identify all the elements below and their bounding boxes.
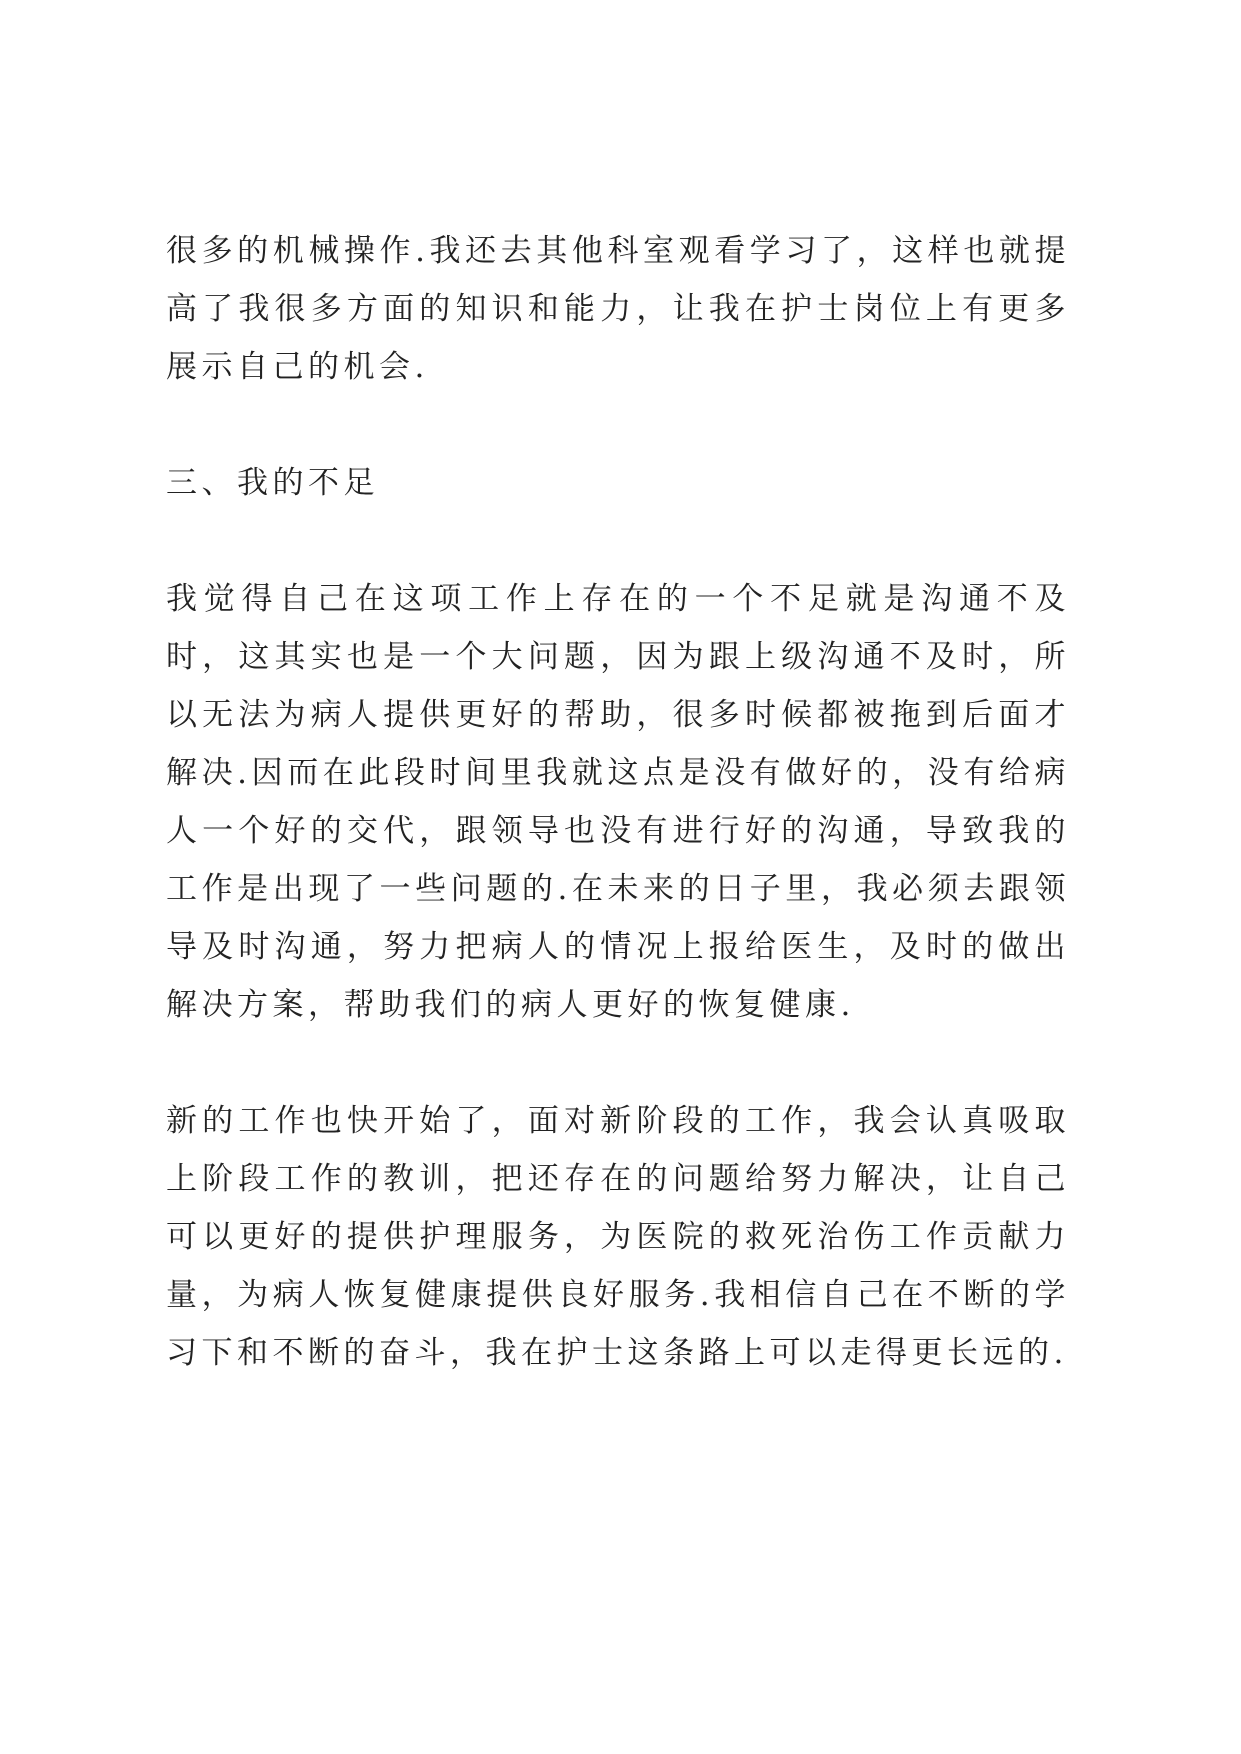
paragraph-spacer <box>166 396 1070 454</box>
paragraph-continuation: 很多的机械操作.我还去其他科室观看学习了，这样也就提高了我很多方面的知识和能力，让我在护士岗位上有更多展示自己的机会. <box>166 233 1070 385</box>
paragraph-shortcomings: 我觉得自己在这项工作上存在的一个不足就是沟通不及时，这其实也是一个大问题，因为跟上级沟通不及时，所以无法为病人提供更好的帮助，很多时候都被拖到后面才解决.因而在此段时间里我就这点是没有做好的，没有给病人一个好的交代，跟领导也没有进行好的沟通，导致我的工作是出现了一些问题的.在未来的日子里，我必须去跟领导及时沟通，努力把病人的情况上报给医生，及时的做出解决方案，帮助我们的病人更好的恢复健康. <box>166 581 1070 1023</box>
paragraph-spacer <box>166 1034 1070 1092</box>
section-heading: 三、我的不足 <box>166 465 379 501</box>
paragraph-spacer <box>166 512 1070 570</box>
document-body <box>166 222 1070 1382</box>
paragraph-outlook: 新的工作也快开始了，面对新阶段的工作，我会认真吸取上阶段工作的教训，把还存在的问题给努力解决，让自己可以更好的提供护理服务，为医院的救死治伤工作贡献力量，为病人恢复健康提供良好服务.我相信自己在不断的学习下和不断的奋斗，我在护士这条路上可以走得更长远的. <box>166 1103 1070 1371</box>
